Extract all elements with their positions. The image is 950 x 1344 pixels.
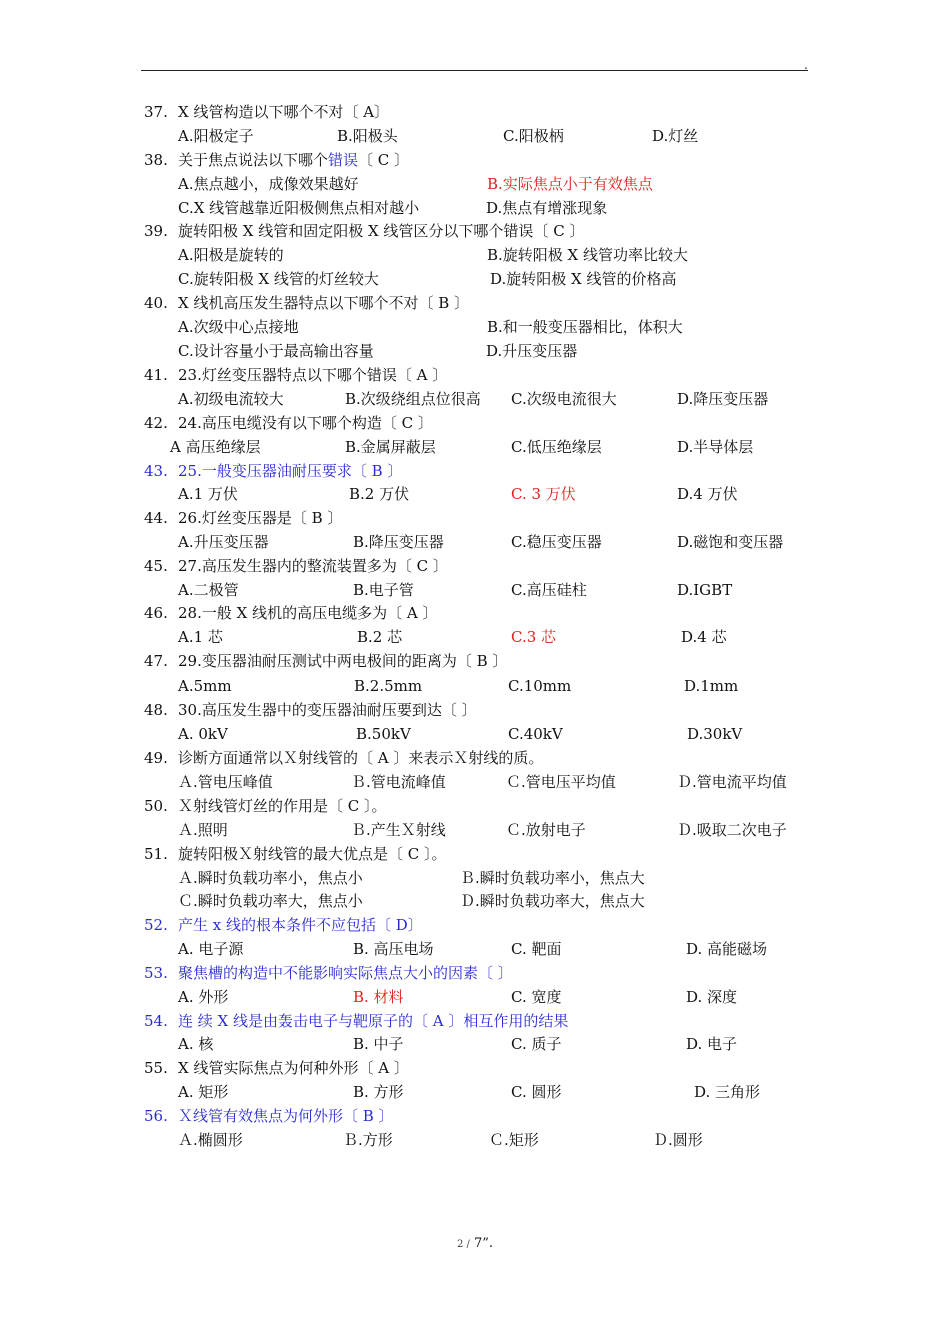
header-rule [141, 70, 808, 71]
stem-highlight: 错误 [328, 151, 359, 169]
question-number: 40. [144, 294, 168, 312]
option-c: C.高压硅柱 [511, 581, 587, 599]
option-a: A.阳极定子 [178, 127, 254, 145]
option-b: B. 中子 [353, 1035, 404, 1053]
question-stem: 23.灯丝变压器特点以下哪个错误〔 A 〕 [178, 366, 448, 384]
option-a: A.二极管 [178, 581, 239, 599]
question-stem: Ｘ线管有效焦点为何外形〔 B 〕 [178, 1107, 394, 1125]
stem-part: 关于焦点说法以下哪个 [178, 151, 329, 169]
question-number: 53. [144, 964, 168, 982]
option-c: Ｃ.放射电子 [506, 821, 586, 839]
option-b: Ｂ.瞬时负载功率小，焦点大 [460, 869, 645, 887]
option-a: A. 核 [178, 1035, 214, 1053]
option-d: D.灯丝 [652, 127, 699, 145]
option-b: B.2 万伏 [349, 485, 410, 503]
question-number: 38. [144, 151, 168, 169]
question-stem: X 线管实际焦点为何种外形〔 A 〕 [178, 1059, 409, 1077]
question-stem: 29.变压器油耐压测试中两电极间的距离为〔 B 〕 [178, 652, 508, 670]
option-d: D.4 万伏 [677, 485, 738, 503]
option-d: Ｄ.圆形 [653, 1131, 703, 1149]
option-b: B.次级绕组点位很高 [345, 390, 481, 408]
question-stem: 聚焦槽的构造中不能影响实际焦点大小的因素〔 〕 [178, 964, 513, 982]
question-number: 54. [144, 1012, 168, 1030]
question-number: 39. [144, 222, 168, 240]
option-c: C. 靶面 [511, 940, 562, 958]
option-a: A.升压变压器 [178, 533, 269, 551]
option-c: C.次级电流很大 [511, 390, 617, 408]
option-c: C.3 芯 [511, 628, 557, 646]
option-c: C.稳压变压器 [511, 533, 602, 551]
question-stem: 24.高压电缆没有以下哪个构造〔 C 〕 [178, 414, 433, 432]
option-a: A.1 万伏 [178, 485, 238, 503]
question-stem [178, 151, 409, 169]
question-number: 43. [144, 462, 168, 480]
option-d: D. 高能磁场 [686, 940, 768, 958]
option-d: D. 深度 [686, 988, 738, 1006]
option-c: C.X 线管越靠近阳极侧焦点相对越小 [178, 199, 420, 217]
option-d: D.4 芯 [681, 628, 727, 646]
option-d: D.磁饱和变压器 [677, 533, 784, 551]
option-a: A. 电子源 [178, 940, 244, 958]
question-stem: 26.灯丝变压器是〔 B 〕 [178, 509, 343, 527]
option-d: D.旋转阳极 X 线管的价格高 [490, 270, 677, 288]
option-a: A.初级电流较大 [178, 390, 284, 408]
question-number: 48. [144, 701, 168, 719]
option-b: B.实际焦点小于有效焦点 [487, 175, 653, 193]
option-c: C.40kV [508, 725, 563, 743]
option-d: D.降压变压器 [677, 390, 769, 408]
question-number: 46. [144, 604, 168, 622]
option-c: C.10mm [508, 677, 572, 695]
question-number: 56. [144, 1107, 168, 1125]
option-c: C. 3 万伏 [511, 485, 576, 503]
option-b: B. 方形 [353, 1083, 404, 1101]
question-stem: 诊断方面通常以Ｘ射线管的〔 A 〕来表示Ｘ射线的质。 [178, 749, 544, 767]
option-b: B.2.5mm [354, 677, 423, 695]
option-b: B. 材料 [353, 988, 404, 1006]
option-c: C.低压绝缘层 [511, 438, 602, 456]
option-a: A. 0kV [178, 725, 228, 743]
option-d: D.1mm [684, 677, 739, 695]
option-d: Ｄ.吸取二次电子 [677, 821, 787, 839]
option-b: B.旋转阳极 X 线管功率比较大 [487, 246, 689, 264]
option-a: Ａ.椭圆形 [178, 1131, 243, 1149]
header-dot: . [804, 58, 808, 72]
question-stem: X 线管构造以下哪个不对〔 A〕 [178, 103, 390, 121]
option-c: C. 质子 [511, 1035, 562, 1053]
page-total: 7”. [469, 1236, 494, 1251]
option-a: A 高压绝缘层 [170, 438, 261, 456]
question-stem: 25.一般变压器油耐压要求〔 B 〕 [178, 462, 403, 480]
option-a: A.焦点越小，成像效果越好 [178, 175, 359, 193]
option-d: D.30kV [687, 725, 743, 743]
question-stem: 旋转阳极 X 线管和固定阳极 X 线管区分以下哪个错误〔 C 〕 [178, 222, 585, 240]
option-a: A. 矩形 [178, 1083, 229, 1101]
option-b: Ｂ.方形 [343, 1131, 393, 1149]
option-d: D. 电子 [686, 1035, 738, 1053]
option-a: Ａ.照明 [178, 821, 228, 839]
option-a: Ａ.瞬时负载功率小，焦点小 [178, 869, 363, 887]
option-d: Ｄ.管电流平均值 [677, 773, 787, 791]
question-number: 55. [144, 1059, 168, 1077]
question-number: 45. [144, 557, 168, 575]
question-stem: 28.一般 X 线机的高压电缆多为〔 A 〕 [178, 604, 438, 622]
option-b: B.50kV [356, 725, 411, 743]
question-stem: 旋转阳极Ｘ射线管的最大优点是〔 C 〕。 [178, 845, 447, 863]
option-d: D. 三角形 [694, 1083, 761, 1101]
option-a: A.阳极是旋转的 [178, 246, 284, 264]
option-c: C. 宽度 [511, 988, 562, 1006]
question-stem: 27.高压发生器内的整流装置多为〔 C 〕 [178, 557, 448, 575]
question-number: 52. [144, 916, 168, 934]
question-number: 50. [144, 797, 168, 815]
option-c: C.旋转阳极 X 线管的灯丝较大 [178, 270, 379, 288]
question-stem: 连 续 X 线是由轰击电子与靶原子的〔 A 〕相互作用的结果 [178, 1012, 569, 1030]
question-number: 42. [144, 414, 168, 432]
option-b: B. 高压电场 [353, 940, 434, 958]
option-b: Ｂ.产生Ｘ射线 [351, 821, 446, 839]
stem-part: 〔 C 〕 [358, 151, 410, 169]
option-d: Ｄ.瞬时负载功率大，焦点大 [460, 892, 645, 910]
option-b: B.和一般变压器相比，体积大 [487, 318, 683, 336]
option-b: B.阳极头 [337, 127, 398, 145]
option-d: D.升压变压器 [486, 342, 578, 360]
option-a: A.次级中心点接地 [178, 318, 299, 336]
option-c: Ｃ.瞬时负载功率大，焦点小 [178, 892, 363, 910]
option-b: B.2 芯 [357, 628, 403, 646]
question-number: 44. [144, 509, 168, 527]
question-number: 51. [144, 845, 168, 863]
option-a: A. 外形 [178, 988, 229, 1006]
option-a: Ａ.管电压峰值 [178, 773, 273, 791]
option-d: D.焦点有增涨现象 [486, 199, 608, 217]
option-b: B.金属屏蔽层 [345, 438, 436, 456]
question-stem: 30.高压发生器中的变压器油耐压要到达〔 〕 [178, 701, 477, 719]
option-b: B.降压变压器 [353, 533, 444, 551]
option-c: Ｃ.矩形 [489, 1131, 539, 1149]
question-stem: X 线机高压发生器特点以下哪个不对〔 B 〕 [178, 294, 470, 312]
option-a: A.5mm [178, 677, 232, 695]
option-c: C.阳极柄 [503, 127, 564, 145]
option-c: C. 圆形 [511, 1083, 562, 1101]
page-number: 2 / [456, 1239, 470, 1250]
question-number: 49. [144, 749, 168, 767]
question-stem: 产生 x 线的根本条件不应包括〔 D〕 [178, 916, 423, 934]
page-footer [0, 1236, 950, 1251]
question-stem: Ｘ射线管灯丝的作用是〔 C 〕。 [178, 797, 387, 815]
option-d: D.IGBT [677, 581, 733, 599]
option-c: C.设计容量小于最高输出容量 [178, 342, 374, 360]
option-a: A.1 芯 [178, 628, 223, 646]
option-d: D.半导体层 [677, 438, 754, 456]
option-b: Ｂ.管电流峰值 [351, 773, 446, 791]
question-number: 47. [144, 652, 168, 670]
option-c: Ｃ.管电压平均值 [506, 773, 616, 791]
option-b: B.电子管 [353, 581, 414, 599]
question-number: 41. [144, 366, 168, 384]
question-number: 37. [144, 103, 168, 121]
